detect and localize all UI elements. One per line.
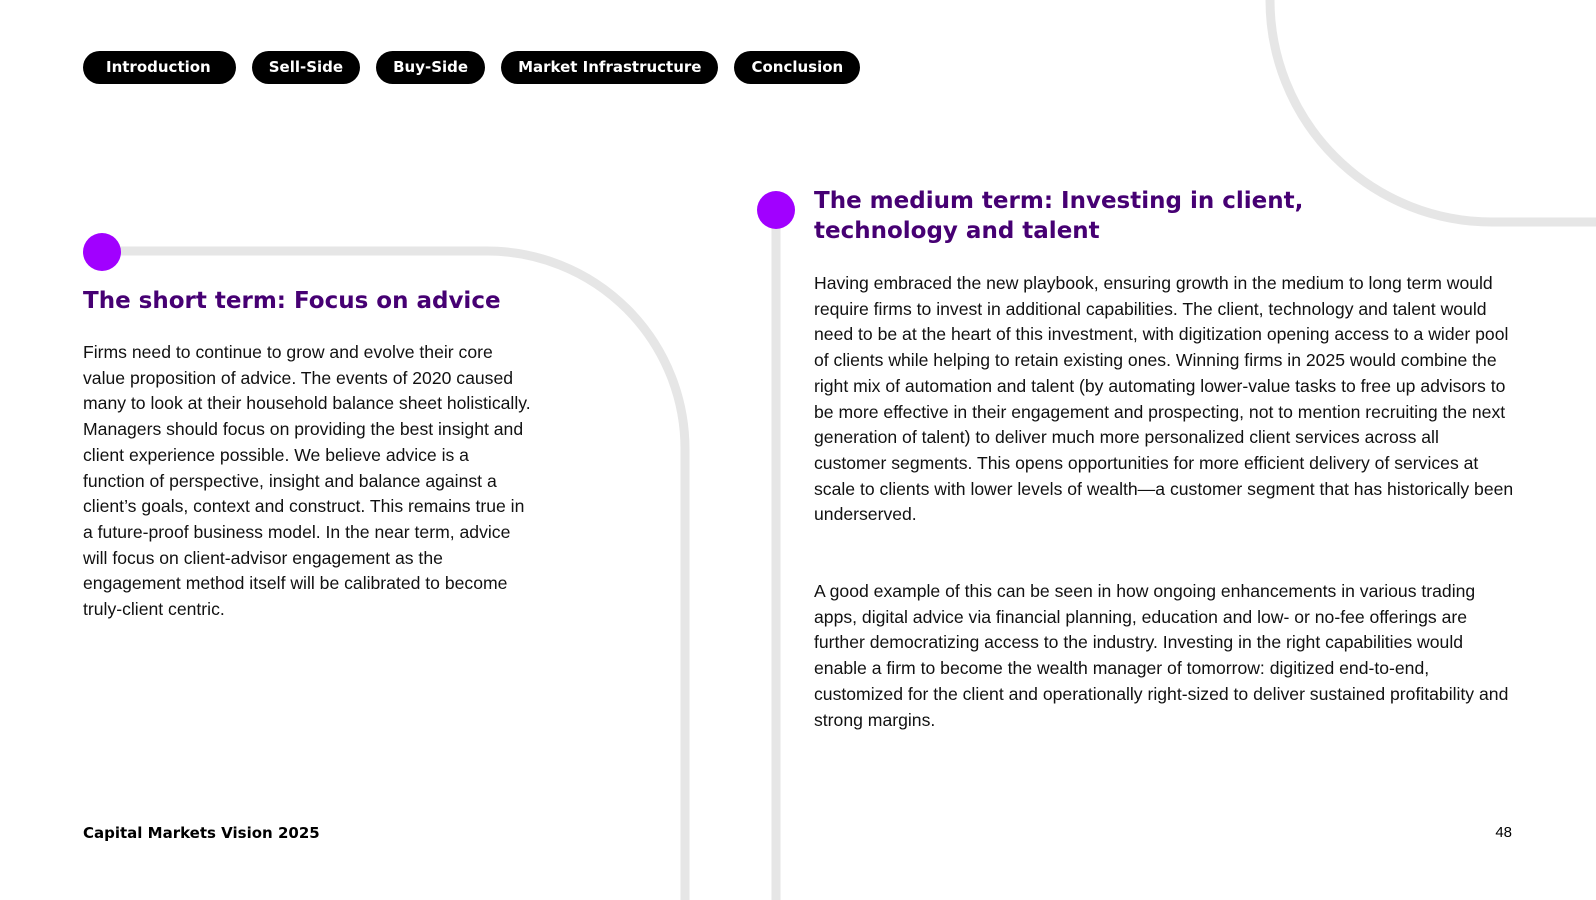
nav-market-infrastructure-button[interactable]: Market Infrastructure xyxy=(501,51,718,84)
top-right-arc xyxy=(1270,0,1596,222)
right-section-paragraph-2: A good example of this can be seen in how ongoing enhancements in various trading apps, digital advice via financial planning, education and low- or no-fee offerings are further democratizing access to the industry. Investing in the right capabilities would enable a firm to become the wealth manager of tomorrow: digitized end-to-end, customized for the client and operationally right-sized to deliver sustained profitability and strong margins. xyxy=(814,581,1509,730)
left-section-body: Firms need to continue to grow and evolve their core value proposition of advice. The events of 2020 caused many to look at their household balance sheet holistically. Managers should focus on providing the best insight and client experience possible. We believe advice is a function of perspective, insight and balance against a client’s goals, context and construct. This remains true in a future-proof business model. In the near term, advice will focus on client-advisor engagement as the engagement method itself will be calibrated to become truly-client centric. xyxy=(83,342,531,620)
right-section-heading: The medium term: Investing in client, technology and talent xyxy=(814,188,1304,244)
nav-sell-side-button[interactable]: Sell-Side xyxy=(252,51,360,84)
section-nav xyxy=(83,51,860,84)
left-section-heading: The short term: Focus on advice xyxy=(83,288,501,314)
left-section-marker-dot xyxy=(83,233,121,271)
page-number: 48 xyxy=(1495,824,1512,841)
nav-conclusion-button[interactable]: Conclusion xyxy=(734,51,860,84)
right-section-marker-dot xyxy=(757,191,795,229)
nav-introduction-button[interactable]: Introduction xyxy=(83,51,236,84)
nav-buy-side-button[interactable]: Buy-Side xyxy=(376,51,485,84)
document-title-footer: Capital Markets Vision 2025 xyxy=(83,824,320,842)
right-section-paragraph-1: Having embraced the new playbook, ensuring growth in the medium to long term would require firms to invest in additional capabilities. The client, technology and talent would need to be at the heart of this investment, with digitization opening access to a wider pool of clients while helping to retain existing ones. Winning firms in 2025 would combine the right mix of automation and talent (by automating lower-value tasks to free up advisors to be more effective in their engagement and prospecting, not to mention recruiting the next generation of talent) to deliver much more personalized client services across all customer segments. This opens opportunities for more efficient delivery of services at scale to clients with lower levels of wealth—a customer segment that has historically been underserved. xyxy=(814,273,1514,525)
